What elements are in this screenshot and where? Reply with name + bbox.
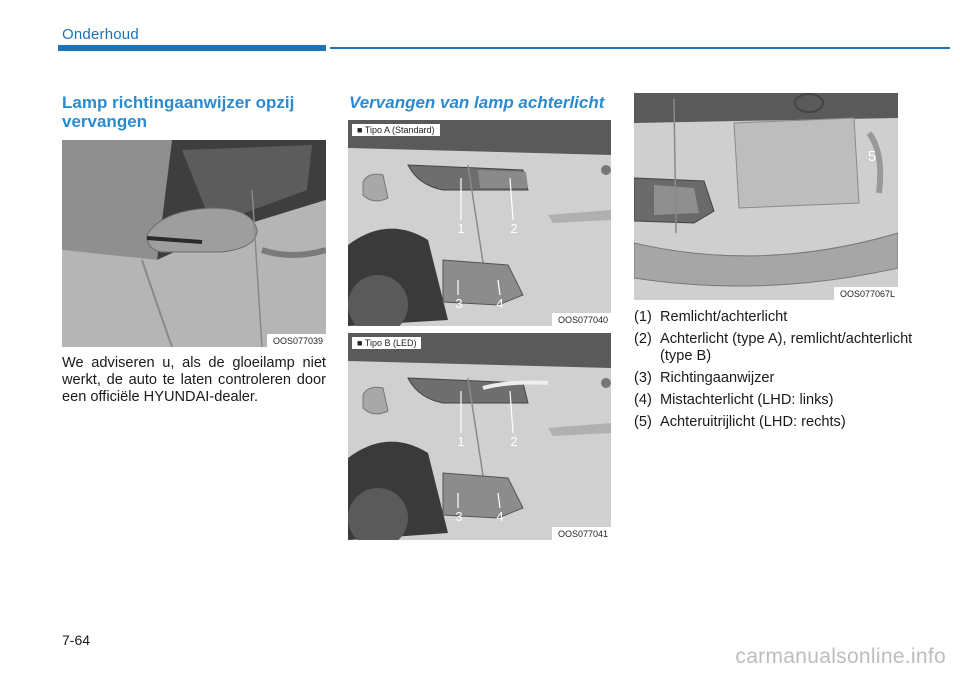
list-item	[634, 370, 934, 387]
list-number: (3)	[634, 370, 652, 386]
list-number: (4)	[634, 392, 652, 408]
list-number: (1)	[634, 309, 652, 325]
callout-4: 4	[496, 509, 504, 524]
tail-lamp-figure-b	[348, 333, 611, 540]
callout-1: 1	[457, 434, 465, 449]
parts-list	[634, 309, 934, 436]
header-rule	[330, 47, 950, 49]
body-text: We adviseren u, als de gloeilamp niet werkt, de auto te laten controleren door een officiële HYUNDAI-dealer.	[62, 355, 326, 405]
rear-view-figure	[634, 93, 898, 300]
header-bar	[58, 45, 326, 51]
list-text: Mistachterlicht (LHD: links)	[660, 392, 834, 408]
type-b-tag: ■ Tipo B (LED)	[352, 337, 421, 349]
rear-view-illustration	[634, 93, 898, 300]
list-text: Achteruitrijlicht (LHD: rechts)	[660, 414, 846, 430]
callout-5: 5	[867, 148, 877, 165]
callout-2: 2	[510, 221, 518, 236]
tail-lamp-a-illustration	[348, 120, 611, 326]
callout-3: 3	[455, 509, 463, 524]
side-mirror-illustration	[62, 140, 326, 347]
list-text: Richtingaanwijzer	[660, 370, 775, 386]
tail-lamp-heading: Vervangen van lamp achterlicht	[349, 93, 605, 112]
callout-1: 1	[457, 221, 465, 236]
list-text: Achterlicht (type A), remlicht/achterlicht (type B)	[660, 331, 913, 364]
list-item	[634, 331, 934, 365]
list-item	[634, 414, 934, 431]
figure-code: OOS077041	[552, 527, 611, 540]
list-number: (5)	[634, 414, 652, 430]
callout-4: 4	[496, 296, 504, 311]
tail-lamp-b-illustration	[348, 333, 611, 540]
page-number: 7-64	[62, 632, 91, 648]
watermark: carmanualsonline.info	[735, 645, 946, 668]
side-lamp-heading: Lamp richtingaanwijzer opzij vervangen	[62, 93, 295, 131]
type-b-label: Tipo B (LED)	[364, 338, 417, 348]
tail-lamp-figure-a	[348, 120, 611, 326]
figure-code: OOS077040	[552, 313, 611, 326]
figure-code: OOS077039	[267, 334, 326, 347]
type-a-label: Tipo A (Standard)	[364, 125, 435, 135]
list-item	[634, 309, 934, 326]
section-title: Onderhoud	[62, 26, 139, 43]
callout-2: 2	[510, 434, 518, 449]
side-mirror-figure	[62, 140, 326, 347]
list-text: Remlicht/achterlicht	[660, 309, 788, 325]
callout-3: 3	[455, 296, 463, 311]
type-a-tag: ■ Tipo A (Standard)	[352, 124, 440, 136]
list-number: (2)	[634, 331, 652, 347]
list-item	[634, 392, 934, 409]
figure-code: OOS077067L	[834, 287, 898, 300]
